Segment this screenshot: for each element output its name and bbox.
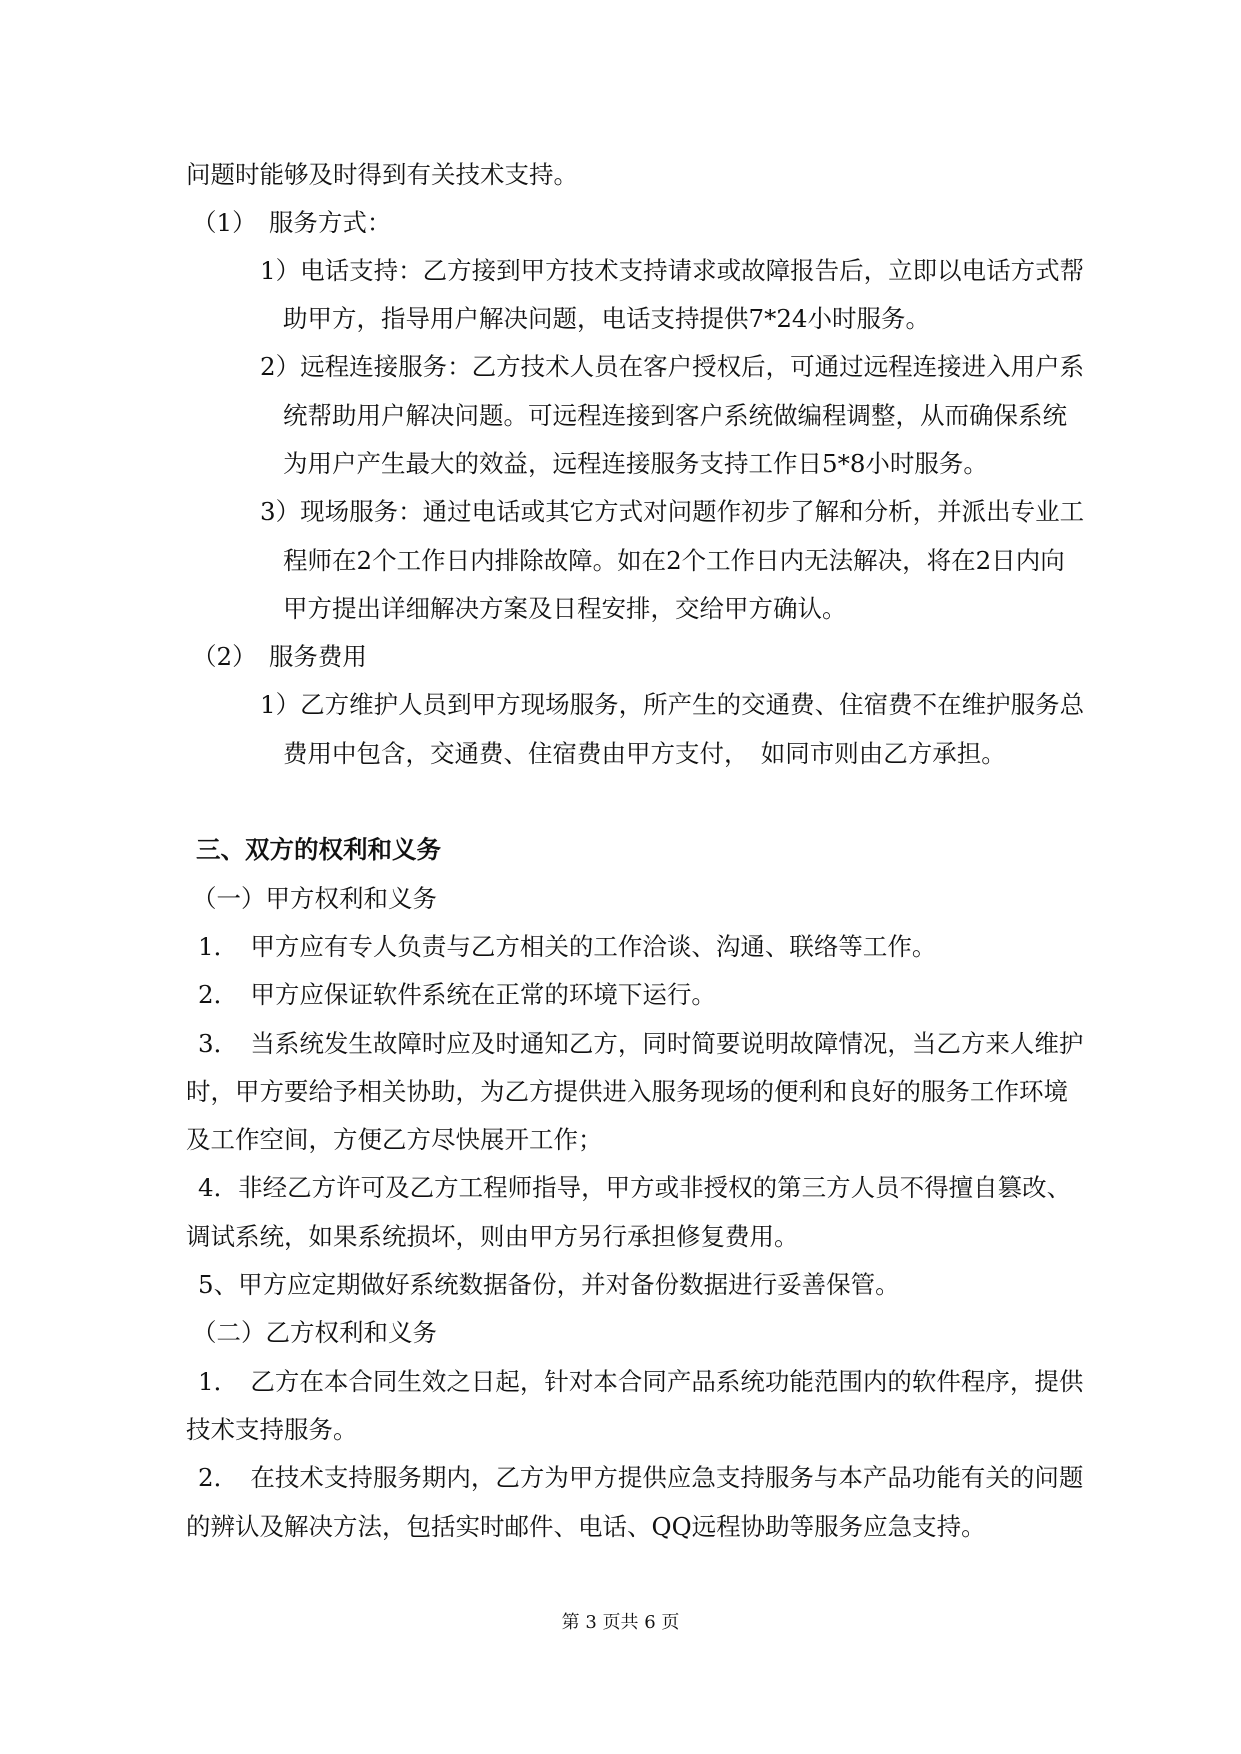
list-item-remote-service-cont: 为用户产生最大的效益，远程连接服务支持工作日5*8小时服务。 [283,449,988,478]
section-label-service-fee: （2） 服务费用 [192,642,367,671]
list-item-fee-cont: 费用中包含，交通费、住宿费由甲方支付， 如同市则由乙方承担。 [283,739,1006,768]
list-item-onsite-service-cont: 程师在2个工作日内排除故障。如在2个工作日内无法解决，将在2日内向 [283,546,1065,575]
clause-a-1: 1． 甲方应有专人负责与乙方相关的工作洽谈、沟通、联络等工作。 [198,932,937,961]
clause-b-1: 1． 乙方在本合同生效之日起，针对本合同产品系统功能范围内的软件程序，提供 [198,1367,1084,1396]
list-item-remote-service-cont: 统帮助用户解决问题。可远程连接到客户系统做编程调整，从而确保系统 [283,401,1067,430]
page-footer: 第 3 页共 6 页 [561,1612,680,1633]
list-item-onsite-service-cont: 甲方提出详细解决方案及日程安排，交给甲方确认。 [283,594,847,623]
section-label-service-method: （1） 服务方式： [192,208,392,237]
list-item-phone-support: 1）电话支持：乙方接到甲方技术支持请求或故障报告后，立即以电话方式帮 [260,256,1085,285]
clause-a-3-cont: 及工作空间，方便乙方尽快展开工作； [186,1125,603,1154]
list-item-phone-support-cont: 助甲方，指导用户解决问题，电话支持提供7*24小时服务。 [283,304,931,333]
clause-b-1-cont: 技术支持服务。 [186,1415,358,1444]
clause-a-3-cont: 时，甲方要给予相关协助，为乙方提供进入服务现场的便利和良好的服务工作环境 [186,1077,1068,1106]
subsection-heading-party-a: （一）甲方权利和义务 [192,884,437,913]
clause-a-2: 2． 甲方应保证软件系统在正常的环境下运行。 [198,980,716,1009]
clause-b-2-cont: 的辨认及解决方法，包括实时邮件、电话、QQ远程协助等服务应急支持。 [186,1512,986,1541]
clause-a-3: 3． 当系统发生故障时应及时通知乙方，同时简要说明故障情况，当乙方来人维护 [198,1029,1084,1058]
section-heading-rights-obligations: 三、双方的权利和义务 [196,835,441,864]
list-item-remote-service: 2）远程连接服务：乙方技术人员在客户授权后，可通过远程连接进入用户系 [260,352,1085,381]
clause-a-4: 4．非经乙方许可及乙方工程师指导，甲方或非授权的第三方人员不得擅自篡改、 [198,1173,1072,1202]
paragraph-line: 问题时能够及时得到有关技术支持。 [186,160,578,189]
clause-a-5: 5、甲方应定期做好系统数据备份，并对备份数据进行妥善保管。 [198,1270,900,1299]
clause-a-4-cont: 调试系统，如果系统损坏，则由甲方另行承担修复费用。 [186,1222,799,1251]
list-item-onsite-service: 3）现场服务：通过电话或其它方式对问题作初步了解和分析，并派出专业工 [260,497,1085,526]
list-item-fee: 1）乙方维护人员到甲方现场服务，所产生的交通费、住宿费不在维护服务总 [260,690,1085,719]
clause-b-2: 2． 在技术支持服务期内，乙方为甲方提供应急支持服务与本产品功能有关的问题 [198,1463,1084,1492]
subsection-heading-party-b: （二）乙方权利和义务 [192,1318,437,1347]
